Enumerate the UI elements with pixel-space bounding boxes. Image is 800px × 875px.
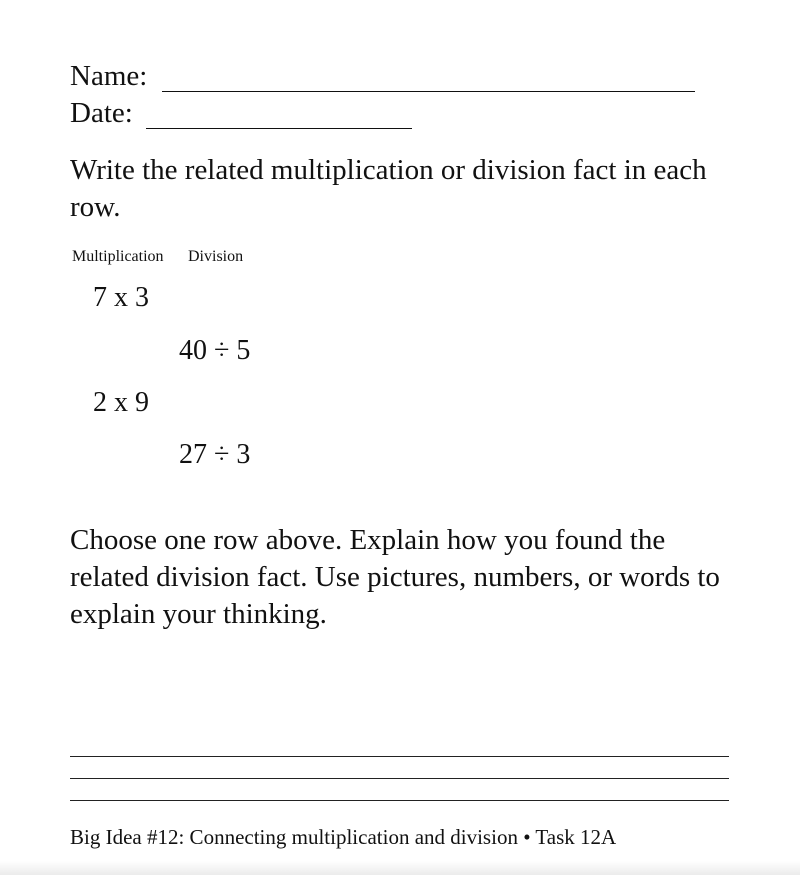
footer-task-label: Big Idea #12: Connecting multiplication and division • Task 12A (70, 825, 617, 849)
column-header-division: Division (188, 248, 244, 265)
date-label: Date: (70, 97, 133, 129)
fact-row-4-division: 27 ÷ 3 (179, 439, 251, 470)
page-bottom-edge (0, 861, 800, 875)
fact-row-1-division-answer[interactable] (179, 284, 299, 314)
answer-line-1[interactable] (70, 756, 729, 757)
fact-row-3-division-answer[interactable] (179, 389, 299, 419)
fact-row-3-multiplication: 2 x 9 (93, 387, 149, 418)
fact-row-2-division: 40 ÷ 5 (179, 335, 251, 366)
fact-row-4-multiplication-answer[interactable] (93, 441, 173, 471)
name-label: Name: (70, 60, 148, 92)
instruction-related-facts: Write the related multiplication or division fact in each row. (70, 154, 707, 223)
answer-line-3[interactable] (70, 800, 729, 801)
date-field[interactable] (146, 128, 412, 129)
column-header-multiplication: Multiplication (72, 248, 164, 265)
instruction-explain-thinking: Choose one row above. Explain how you found the related division fact. Use pictures, numbers, or words to explain your thinking. (70, 524, 720, 630)
name-field[interactable] (162, 91, 695, 92)
fact-row-1-multiplication: 7 x 3 (93, 282, 149, 313)
fact-row-2-multiplication-answer[interactable] (93, 337, 173, 367)
answer-line-2[interactable] (70, 778, 729, 779)
